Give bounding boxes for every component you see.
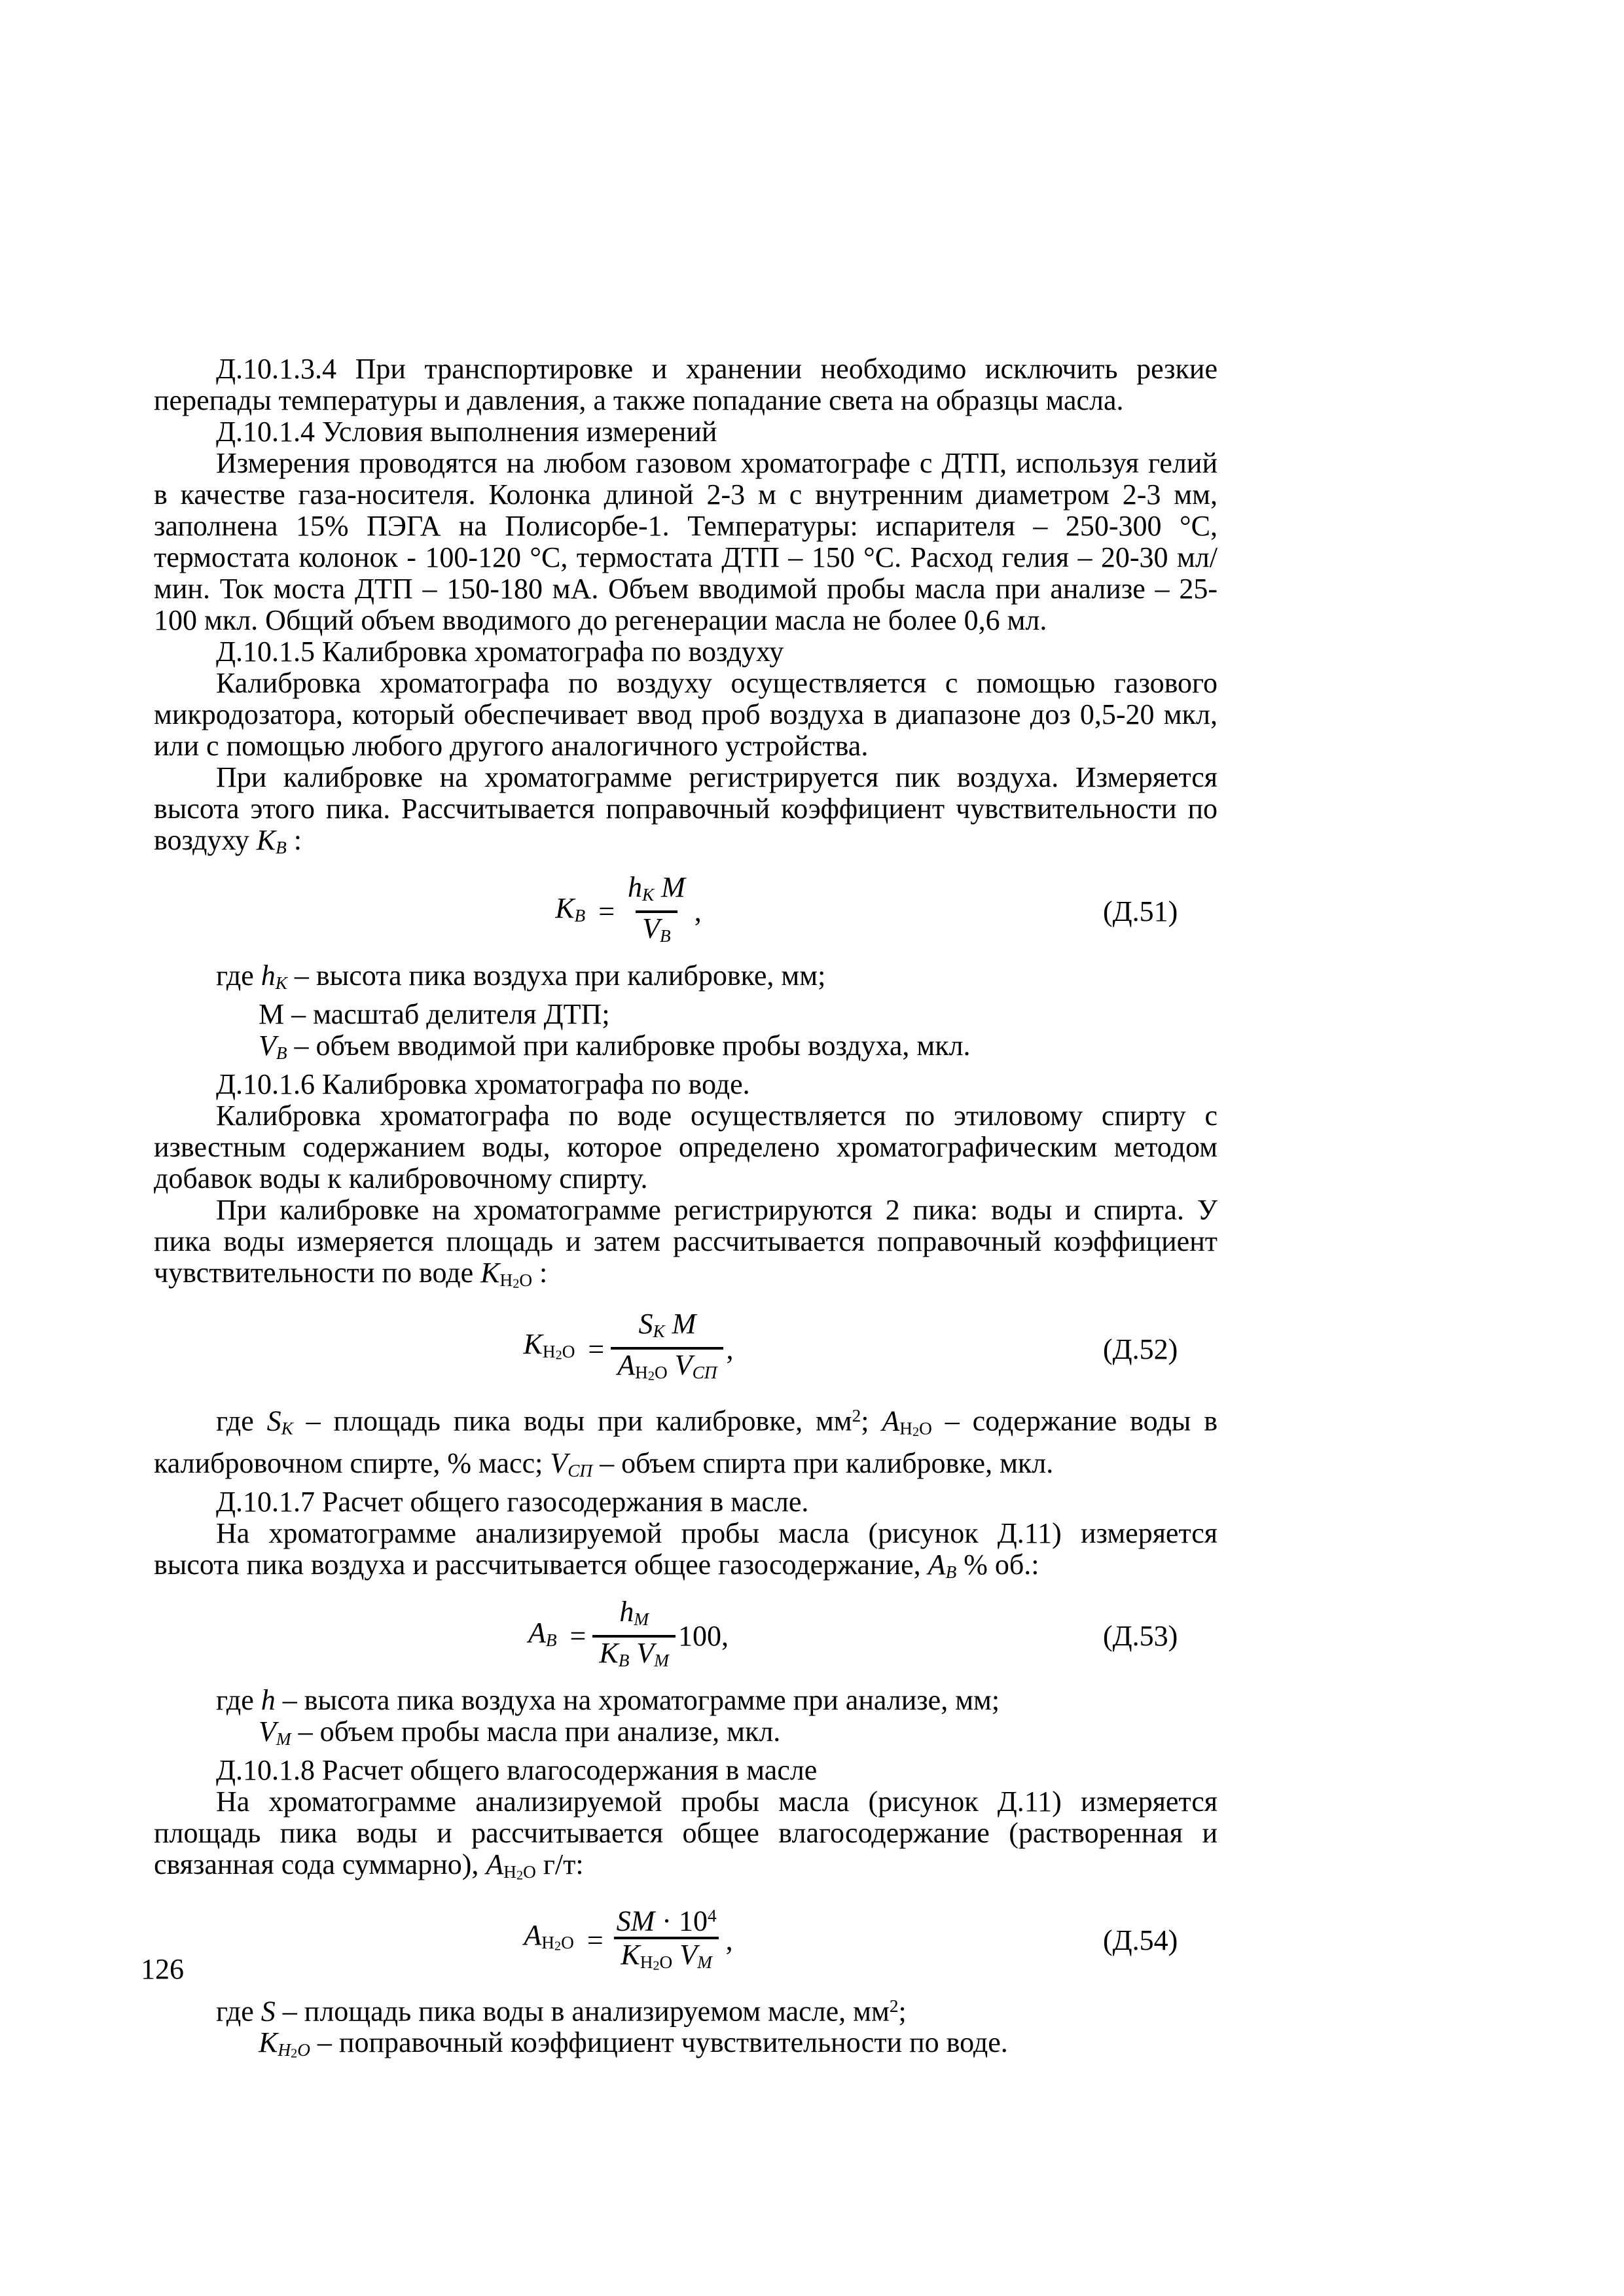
- math-symbol: Н: [899, 1418, 912, 1439]
- math-symbol: В: [545, 1630, 557, 1650]
- text-run: Калибровка хроматографа по воде осуществляется по этиловому спирту с известным содержанием воды, которое определено хроматографическим методом добавок воды к калибровочному спирту.: [154, 1100, 1218, 1194]
- definition-line: [154, 1990, 1218, 2028]
- equals-sign: =: [588, 1333, 605, 1366]
- page-number: 126: [141, 1953, 184, 1985]
- math-symbol: K: [621, 1939, 640, 1971]
- fraction-denominator: [611, 1347, 723, 1392]
- math-symbol: 2: [513, 1276, 520, 1291]
- math-symbol: В: [276, 1043, 287, 1063]
- equation-postfix: [726, 1925, 733, 1956]
- math-symbol: K: [256, 824, 276, 856]
- equation-postfix: [678, 1621, 729, 1652]
- paragraph: [154, 668, 1218, 762]
- text-run: – содержание воды в калибровочном спирте, % масс;: [154, 1405, 1218, 1480]
- math-symbol: 2: [912, 1425, 920, 1440]
- text-run: [654, 871, 661, 903]
- math-symbol: K: [480, 1257, 500, 1289]
- math-symbol: 2: [647, 1369, 655, 1383]
- math-symbol: О: [919, 1418, 932, 1439]
- text-run: М – масштаб делителя ДТП;: [259, 998, 610, 1030]
- text-run: При калибровке на хроматограмме регистрируется пик воздуха. Измеряется высота этого пика. Рассчитывается поправочный коэффициент чувствительности по воздуху: [154, 761, 1218, 856]
- math-symbol: А: [882, 1405, 900, 1437]
- math-symbol: h: [619, 1596, 634, 1628]
- paragraph: [154, 353, 1218, 416]
- paragraph: [154, 762, 1218, 863]
- fraction: [610, 1900, 723, 1982]
- math-symbol: V: [259, 1030, 276, 1062]
- definition-line: [154, 999, 1218, 1030]
- text-run: [629, 1637, 636, 1669]
- text-run: На хроматограмме анализируемой пробы масла (рисунок Д.11) измеряется высота пика воздуха и рассчитывается общее газосодержание,: [154, 1517, 1218, 1581]
- section-heading: [154, 1486, 1218, 1518]
- math-symbol: О: [297, 2040, 310, 2060]
- math-symbol: О: [659, 1952, 673, 1973]
- text-run: [672, 1939, 679, 1971]
- equation-lhs: [524, 1920, 573, 1962]
- paragraph: [154, 1518, 1218, 1588]
- math-symbol: М: [661, 871, 685, 903]
- definition-line: [154, 1030, 1218, 1069]
- text-run: где: [216, 1684, 261, 1717]
- math-symbol: О: [519, 1270, 533, 1290]
- text-run: – объем пробы масла при анализе, мкл.: [291, 1715, 781, 1748]
- math-symbol: М: [697, 1952, 712, 1973]
- equation: [154, 1900, 1218, 1982]
- equation-postfix: [726, 1334, 733, 1365]
- text-run: На хроматограмме анализируемой пробы масла (рисунок Д.11) измеряется площадь пика воды и рассчитывается общее влагосодержание (растворенная и связанная сода суммарно),: [154, 1785, 1218, 1881]
- math-symbol: К: [642, 885, 655, 905]
- text-run: :: [286, 824, 302, 856]
- equation-label: (Д.52): [1103, 1333, 1178, 1366]
- math-symbol: S: [266, 1405, 281, 1437]
- fraction-numerator: [632, 1308, 702, 1347]
- math-symbol: h: [261, 960, 276, 992]
- math-symbol: О: [562, 1342, 575, 1361]
- math-symbol: К: [281, 1418, 293, 1439]
- math-symbol: 2: [889, 1996, 899, 2016]
- math-symbol: В: [618, 1651, 630, 1671]
- equation-formula: [154, 872, 1103, 952]
- text-run: где: [216, 1995, 261, 2028]
- text-run: г/т:: [535, 1848, 584, 1881]
- math-symbol: К: [275, 973, 287, 993]
- equation-formula: [154, 1900, 1103, 1982]
- math-symbol: СП: [692, 1362, 717, 1382]
- fraction: [621, 872, 692, 952]
- text-run: % об.:: [956, 1549, 1039, 1581]
- section-heading: [154, 1069, 1218, 1100]
- math-symbol: О: [654, 1362, 668, 1382]
- fraction-denominator: [592, 1635, 676, 1676]
- fraction-numerator: [610, 1900, 723, 1937]
- math-symbol: K: [599, 1637, 619, 1670]
- equation-lhs: [528, 1617, 557, 1656]
- paragraph: [154, 1194, 1218, 1300]
- math-symbol: S: [261, 1995, 276, 2028]
- math-symbol: М: [634, 1609, 649, 1630]
- text-run: [668, 1349, 675, 1381]
- text-run: :: [532, 1257, 548, 1289]
- equals-sign: =: [569, 1620, 586, 1653]
- math-symbol: В: [276, 838, 287, 857]
- math-symbol: А: [524, 1918, 542, 1951]
- math-symbol: K: [555, 891, 575, 924]
- text-run: Измерения проводятся на любом газовом хроматографе с ДТП, используя гелий в качестве газа-носителя. Колонка длиной 2-3 м с внутренним диаметром 2-3 мм, заполнена 15% ПЭГА на Полисорбе-1. Температуры: испарителя – 250-300 °С, термостата колонок - 100-120 °С, термостата ДТП – 150 °С. Расход гелия – 20-30 мл/мин. Ток моста ДТП – 150-180 мА. Объем вводимой пробы масла при анализе – 25-100 мкл. Общий объем вводимого до регенерации масла не более 0,6 мл.: [154, 447, 1218, 636]
- equation-lhs: [555, 893, 585, 931]
- equals-sign: =: [598, 895, 615, 927]
- text-run: – объем спирта при калибровке, мкл.: [592, 1447, 1054, 1480]
- math-symbol: V: [259, 1715, 276, 1748]
- math-symbol: М: [276, 1729, 291, 1749]
- math-symbol: V: [642, 912, 660, 944]
- math-symbol: Н: [499, 1270, 513, 1290]
- math-symbol: V: [550, 1447, 568, 1480]
- math-symbol: А: [617, 1348, 636, 1381]
- math-symbol: 2: [555, 1348, 562, 1363]
- math-symbol: h: [261, 1684, 276, 1717]
- math-symbol: 2: [291, 2046, 298, 2061]
- math-symbol: Н: [503, 1862, 516, 1882]
- math-symbol: В: [945, 1562, 957, 1583]
- fraction: [611, 1308, 723, 1392]
- equation: [154, 1596, 1218, 1676]
- definition-line: [154, 2027, 1218, 2070]
- paragraph: [154, 1786, 1218, 1892]
- equation: [154, 1308, 1218, 1392]
- text-run: – высота пика воздуха на хроматограмме при анализе, мм;: [275, 1684, 1000, 1717]
- math-symbol: К: [653, 1321, 665, 1341]
- text-run: где: [216, 960, 261, 992]
- equation-postfix: [695, 896, 702, 927]
- math-symbol: 2: [516, 1868, 524, 1883]
- math-symbol: М: [654, 1651, 669, 1671]
- text-run: Д.10.1.7 Расчет общего газосодержания в масле.: [216, 1486, 809, 1518]
- text-run: где: [216, 1405, 267, 1437]
- math-symbol: 2: [554, 1939, 562, 1954]
- text-run: Д.10.1.8 Расчет общего влагосодержания в масле: [216, 1754, 818, 1787]
- paragraph: [154, 1400, 1218, 1486]
- text-run: · 10: [655, 1905, 708, 1937]
- math-symbol: А: [486, 1848, 504, 1881]
- math-symbol: Н: [542, 1342, 556, 1361]
- text-run: – площадь пика воды при калибровке, мм: [293, 1405, 852, 1437]
- math-symbol: 2: [852, 1406, 861, 1426]
- text-run: Д.10.1.3.4 При транспортировке и хранении необходимо исключить резкие перепады температуры и давления, а также попадание света на образцы масла.: [154, 353, 1218, 416]
- equation-formula: [154, 1596, 1103, 1676]
- math-symbol: K: [259, 2026, 278, 2059]
- math-symbol: А: [928, 1549, 946, 1581]
- definition-line: [154, 1685, 1218, 1716]
- math-symbol: О: [561, 1932, 574, 1952]
- text-run: Калибровка хроматографа по воздуху осуществляется с помощью газового микродозатора, который обеспечивает ввод проб воздуха в диапазоне доз 0,5-20 мкл, или с помощью любого другого аналогичного устройства.: [154, 667, 1218, 762]
- equation-label: (Д.51): [1103, 895, 1178, 927]
- equation-label: (Д.54): [1103, 1924, 1178, 1957]
- text-run: ,: [694, 895, 702, 927]
- math-symbol: V: [679, 1939, 698, 1971]
- text-run: Д.10.1.5 Калибровка хроматографа по воздуху: [216, 636, 784, 668]
- text-run: Д.10.1.6 Калибровка хроматографа по воде.: [216, 1068, 750, 1100]
- equation-label: (Д.53): [1103, 1620, 1178, 1653]
- text-run: ,: [726, 1333, 734, 1366]
- section-heading: [154, 416, 1218, 448]
- fraction-numerator: [613, 1596, 655, 1635]
- fraction: [592, 1596, 676, 1676]
- fraction-denominator: [636, 910, 677, 952]
- text-run: – объем вводимой при калибровке пробы воздуха, мкл.: [287, 1030, 971, 1062]
- paragraph: [154, 448, 1218, 636]
- math-symbol: 4: [707, 1905, 717, 1926]
- math-symbol: 2: [653, 1958, 660, 1973]
- math-symbol: V: [636, 1637, 655, 1670]
- math-symbol: Н: [640, 1952, 653, 1973]
- text-run: [665, 1308, 672, 1340]
- text-run: Д.10.1.4 Условия выполнения измерений: [216, 416, 717, 448]
- math-symbol: S: [638, 1307, 653, 1340]
- definition-line: [154, 960, 1218, 999]
- math-symbol: V: [674, 1348, 693, 1381]
- equation-lhs: [524, 1329, 575, 1371]
- math-symbol: SМ: [616, 1905, 655, 1937]
- fraction-numerator: [621, 872, 692, 910]
- math-symbol: В: [660, 926, 671, 946]
- math-symbol: В: [574, 905, 586, 925]
- paragraph: [154, 1100, 1218, 1194]
- page-text: [154, 353, 1218, 2070]
- math-symbol: Н: [541, 1932, 554, 1952]
- text-run: – поправочный коэффициент чувствительности по воде.: [310, 2026, 1008, 2059]
- text-run: – высота пика воздуха при калибровке, мм;: [287, 960, 826, 992]
- math-symbol: h: [628, 871, 643, 903]
- text-run: ;: [898, 1995, 907, 2028]
- fraction-denominator: [614, 1937, 719, 1982]
- math-symbol: М: [672, 1307, 696, 1340]
- math-symbol: Н: [278, 2040, 291, 2060]
- equation-formula: [154, 1308, 1103, 1392]
- section-heading: [154, 636, 1218, 668]
- math-symbol: О: [523, 1862, 536, 1882]
- text-run: 100,: [678, 1620, 729, 1653]
- text-run: – площадь пика воды в анализируемом масле, мм: [275, 1995, 890, 2028]
- text-run: ;: [861, 1405, 882, 1437]
- math-symbol: СП: [568, 1461, 593, 1481]
- equals-sign: =: [586, 1924, 604, 1957]
- definition-line: [154, 1716, 1218, 1755]
- math-symbol: А: [528, 1616, 546, 1649]
- math-symbol: K: [523, 1328, 543, 1360]
- math-symbol: Н: [635, 1362, 648, 1382]
- text-run: При калибровке на хроматограмме регистрируются 2 пика: воды и спирта. У пика воды измеряется площадь и затем рассчитывается поправочный коэффициент чувствительности по воде: [154, 1194, 1218, 1289]
- section-heading: [154, 1755, 1218, 1786]
- text-run: ,: [725, 1924, 733, 1957]
- equation: [154, 872, 1218, 952]
